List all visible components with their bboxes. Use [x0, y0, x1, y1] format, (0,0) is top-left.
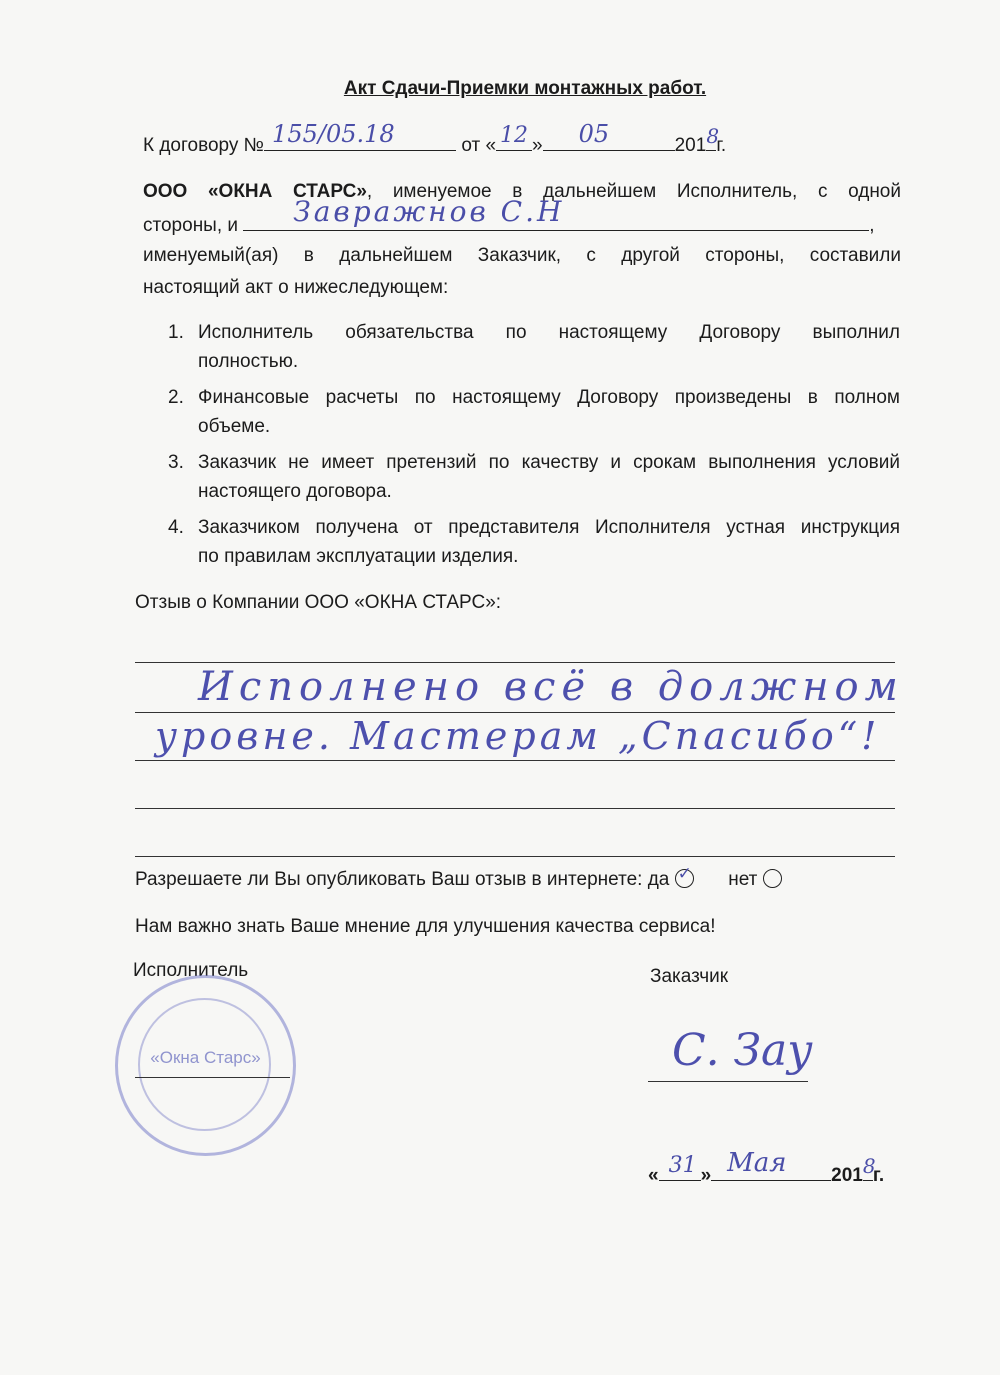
item-line-2: полностью. — [198, 351, 299, 372]
items-list — [168, 318, 900, 578]
date-year-prefix: 201 — [831, 1165, 863, 1186]
date-close: » — [700, 1165, 712, 1186]
stamp-text: «Окна Старс» — [150, 1048, 261, 1067]
intro-line-4: настоящий акт о нижеследующем: — [143, 277, 449, 298]
intro-paragraph — [143, 176, 901, 304]
item-line-2: объеме. — [198, 416, 271, 437]
item-line-1: Финансовые расчеты по настоящему Договору произведены в полном — [198, 387, 900, 408]
item-line-2: по правилам эксплуатации изделия. — [198, 546, 519, 567]
item-line-1: Исполнитель обязательства по настоящему Договору выполнил — [198, 322, 900, 343]
contract-day-close: » — [532, 135, 543, 156]
intro-line-2-prefix: стороны, и — [143, 215, 239, 236]
list-item — [168, 318, 900, 376]
item-line-1: Заказчиком получена от представителя Исполнителя устная инструкция — [198, 517, 900, 538]
customer-name-field — [243, 195, 869, 231]
review-label: Отзыв о Компании ООО «ОКНА СТАРС»: — [135, 592, 502, 613]
intro-line-3: именуемый(ая) в дальнейшем Заказчик, с другой стороны, составили — [143, 245, 901, 266]
contract-day-hand: 12 — [500, 123, 529, 148]
review-line-5 — [135, 856, 895, 857]
list-item — [168, 448, 900, 506]
publish-no-label: нет — [728, 869, 758, 890]
item-number: 4. — [168, 517, 184, 538]
contract-line — [143, 120, 727, 157]
publish-question: Разрешаете ли Вы опубликовать Ваш отзыв в интернете: да — [135, 869, 670, 890]
intro-line-2-suffix: , — [869, 215, 875, 236]
review-line-2 — [135, 712, 895, 713]
item-number: 3. — [168, 452, 184, 473]
contract-year-prefix: 201 — [674, 135, 707, 156]
review-line-4 — [135, 808, 895, 809]
review-line-1 — [135, 662, 895, 663]
company-name: ООО «ОКНА СТАРС» — [143, 181, 367, 202]
publish-question-row — [135, 864, 782, 891]
intro-line-2 — [143, 195, 901, 240]
document-title: Акт Сдачи-Приемки монтажных работ. — [343, 78, 707, 99]
feedback-note: Нам важно знать Ваше мнение для улучшения качества сервиса! — [135, 916, 716, 937]
customer-signature: С. Зау — [672, 1025, 813, 1076]
item-number: 1. — [168, 322, 184, 343]
date-day-field — [659, 1153, 701, 1181]
intro-line-1-text: , именуемое в дальнейшем Исполнитель, с одной — [366, 181, 901, 202]
contract-month-field — [543, 120, 675, 151]
publish-yes-radio[interactable] — [675, 864, 694, 888]
contract-prefix: К договору № — [143, 135, 265, 156]
customer-label: Заказчик — [650, 966, 729, 987]
review-hand-line-2: уровне. Мастерам „Спасибо“! — [155, 714, 881, 758]
signing-date — [648, 1148, 885, 1187]
customer-name-hand: Завражнов С.Н — [293, 195, 565, 228]
executor-label: Исполнитель — [133, 960, 249, 981]
publish-no-radio[interactable] — [763, 869, 782, 888]
item-line-2: настоящего договора. — [198, 481, 392, 502]
date-open: « — [648, 1165, 659, 1186]
customer-signature-line — [648, 1081, 808, 1082]
contract-number-field — [264, 120, 456, 151]
contract-year-field — [706, 124, 720, 151]
date-month-field — [711, 1148, 831, 1181]
date-month-hand: Мая — [727, 1148, 787, 1178]
item-number: 2. — [168, 387, 184, 408]
check-mark-icon: ✓ — [677, 864, 692, 884]
contract-month-hand: 05 — [578, 120, 610, 148]
list-item — [168, 383, 900, 441]
executor-signature-line — [135, 1077, 290, 1078]
list-item — [168, 513, 900, 571]
date-year-field — [862, 1154, 876, 1181]
date-year-suffix: г. — [872, 1165, 885, 1186]
date-year-hand: 8 — [862, 1154, 876, 1178]
company-stamp — [115, 975, 296, 1156]
contract-number-hand: 155/05.18 — [272, 120, 395, 148]
review-line-3 — [135, 760, 895, 761]
review-hand-line-1: Исполнено всё в должном — [198, 664, 904, 710]
date-day-hand: 31 — [668, 1153, 697, 1178]
contract-day-field — [496, 123, 532, 151]
contract-year-suffix: г. — [716, 135, 727, 156]
item-line-1: Заказчик не имеет претензий по качеству и срокам выполнения условий — [198, 452, 900, 473]
contract-year-hand: 8 — [706, 124, 720, 148]
contract-from: от « — [461, 135, 497, 156]
